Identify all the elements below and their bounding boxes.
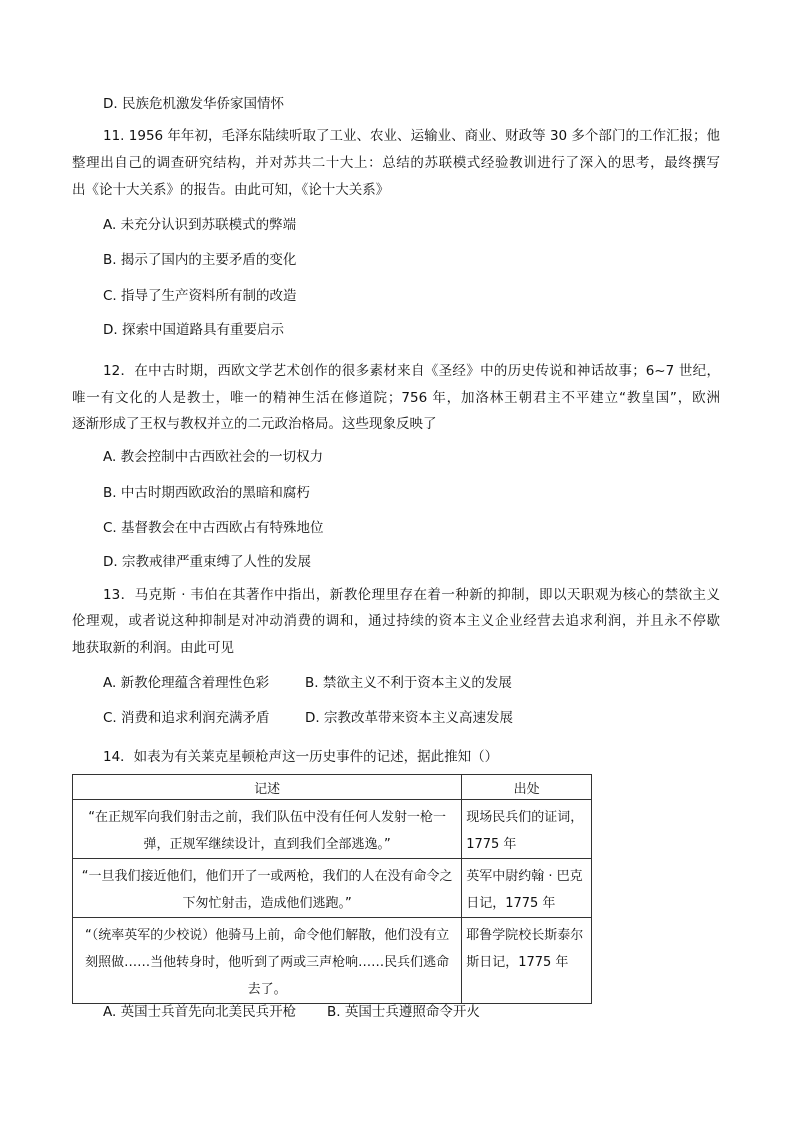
table-cell-source [462,918,592,1004]
row-1-desc: “在正规军向我们射击之前，我们队伍中没有任何人发射一枪一弹，正规军继续设计，直到我们全部逃逸。” [88,810,446,852]
q13-stem-line-3: 地获取新的利润。由此可见 [72,640,234,656]
q11-stem-line-2: 整理出自己的调查研究结构，并对苏共二十大上：总结的苏联模式经验教训进行了深入的思考，最终撰写 [72,155,720,171]
q11-option-c: C. 指导了生产资料所有制的改造 [103,288,297,304]
row-1-source: 现场民兵们的证词，1775 年 [466,810,584,852]
source-table [72,774,592,1004]
q13-option-a: A. 新教伦理蕴含着理性色彩 [103,675,270,691]
q10-option-d: D. 民族危机激发华侨家国情怀 [103,96,284,112]
table-cell-source [462,859,592,918]
row-3-desc: “（统率英军的少校说）他骑马上前，命令他们解散，他们没有立刻照做……当他转身时，他听到了两或三声枪响……民兵们逃命去了。 [84,928,450,997]
q11-option-b: B. 揭示了国内的主要矛盾的变化 [103,252,297,268]
row-2-desc: “一旦我们接近他们，他们开了一或两枪，我们的人在没有命令之下匆忙射击，造成他们逃跑。” [81,869,453,911]
row-2-source: 英军中尉约翰 · 巴克日记，1775 年 [466,869,583,911]
q12-stem-line-1: 12．在中古时期，西欧文学艺术创作的很多素材来自《圣经》中的历史传说和神话故事；6~7 世纪， [103,363,720,379]
q14-option-b: B. 英国士兵遵照命令开火 [327,1004,480,1020]
table-cell-desc [73,800,462,859]
table-header-row [73,775,592,800]
q12-option-a: A. 教会控制中古西欧社会的一切权力 [103,449,324,465]
q12-option-d: D. 宗教戒律严重束缚了人性的发展 [103,554,311,570]
table-header-desc: 记述 [73,775,462,800]
table-cell-source [462,800,592,859]
q13-stem-line-2: 伦理观，或者说这种抑制是对冲动消费的调和，通过持续的资本主义企业经营去追求利润，并且永不停歇 [72,613,720,629]
q11-stem-line-3: 出《论十大关系》的报告。由此可知，《论十大关系》 [72,182,390,198]
q12-stem-line-2: 唯一有文化的人是教士，唯一的精神生活在修道院；756 年，加洛林王朝君主不平建立“教皇国”，欧洲 [72,390,720,406]
table-cell-desc [73,859,462,918]
q13-option-c: C. 消费和追求利润充满矛盾 [103,710,270,726]
q12-stem-line-3: 逐渐形成了王权与教权并立的二元政治格局。这些现象反映了 [72,416,437,432]
q11-option-d: D. 探索中国道路具有重要启示 [103,322,284,338]
q11-option-a: A. 未充分认识到苏联模式的弊端 [103,217,297,233]
table-row [73,859,592,918]
q14-stem: 14．如表为有关莱克星顿枪声这一历史事件的记述，据此推知（） [103,749,499,765]
table-header-source: 出处 [462,775,592,800]
q11-stem-line-1: 11. 1956 年年初，毛泽东陆续听取了工业、农业、运输业、商业、财政等 30 多个部门的工作汇报；他 [103,128,720,144]
q14-option-a: A. 英国士兵首先向北美民兵开枪 [103,1004,297,1020]
table-row [73,800,592,859]
q13-option-d: D. 宗教改革带来资本主义高速发展 [305,710,513,726]
table-cell-desc [73,918,462,1004]
q13-option-b: B. 禁欲主义不利于资本主义的发展 [305,675,512,691]
q12-option-c: C. 基督教会在中古西欧占有特殊地位 [103,520,324,536]
q13-stem-line-1: 13．马克斯 · 韦伯在其著作中指出，新教伦理里存在着一种新的抑制，即以天职观为核心的禁欲主义 [103,587,720,603]
table-row [73,918,592,1004]
row-3-source: 耶鲁学院校长斯泰尔斯日记，1775 年 [466,928,584,970]
q12-option-b: B. 中古时期西欧政治的黑暗和腐朽 [103,485,310,501]
